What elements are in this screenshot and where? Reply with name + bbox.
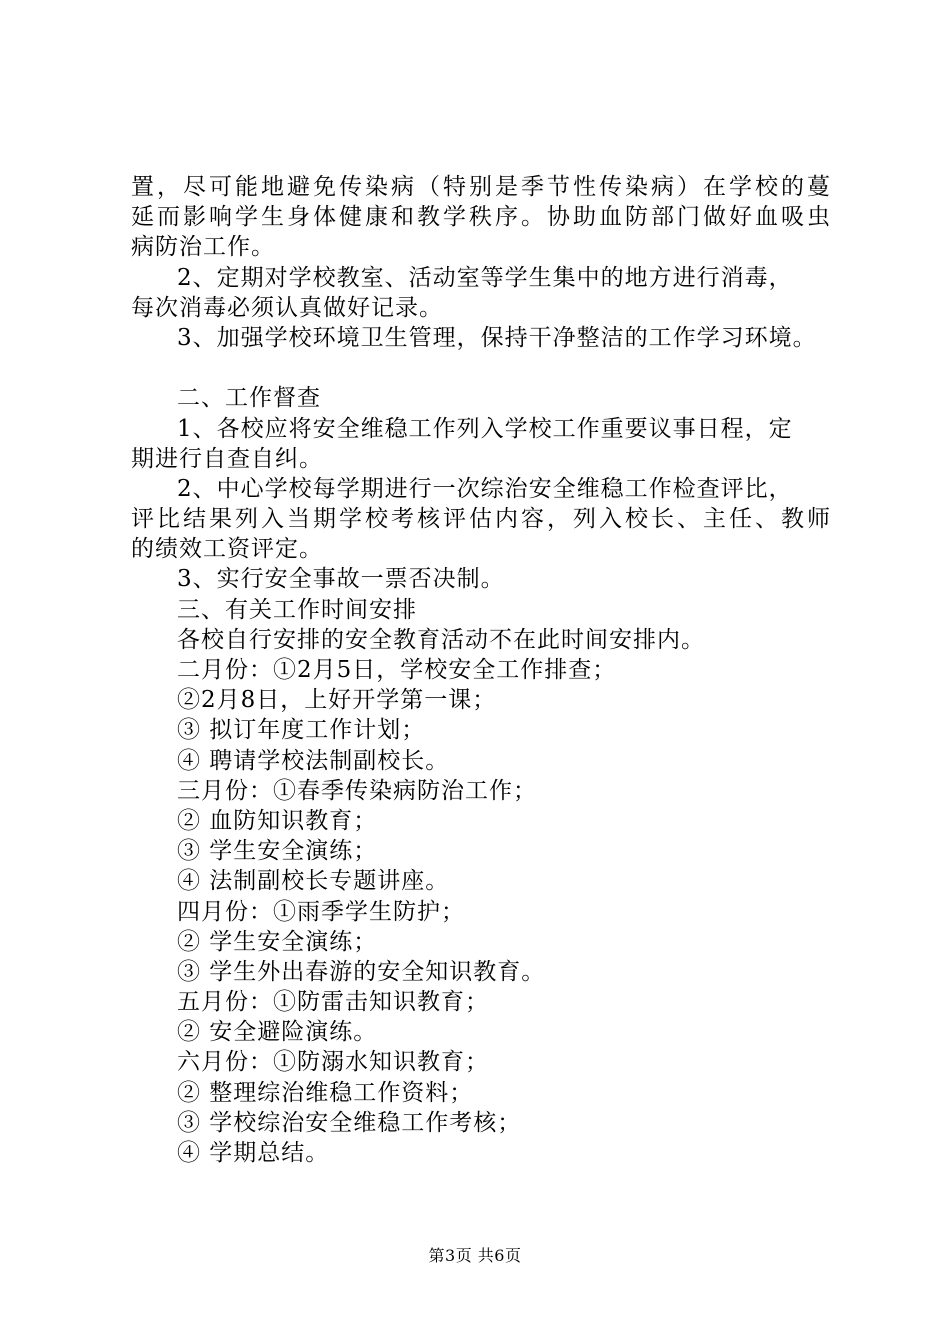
schedule-item: 三月份：①春季传染病防治工作； bbox=[177, 777, 537, 804]
paragraph-evaluation bbox=[131, 474, 831, 565]
section-heading-supervision bbox=[131, 383, 831, 413]
schedule-item: ③ 学生安全演练； bbox=[177, 838, 378, 865]
schedule-item: 二月份：①2月5日，学校安全工作排查； bbox=[177, 657, 617, 683]
schedule-item: ④ 聘请学校法制副校长。 bbox=[177, 747, 450, 774]
section-heading-schedule bbox=[131, 595, 831, 625]
paragraph-disinfection bbox=[131, 263, 831, 323]
text-line: 延 而 影 响 学 生 身 体 健 康 和 教 学 秩 序 。 协 助 血 防 部 门 做 好 血 吸 虫 bbox=[131, 204, 831, 231]
text-line: 各校自行安排的安全教育活动不在此时间安排内。 bbox=[177, 626, 705, 653]
schedule-item: ② 整理综治维稳工作资料； bbox=[177, 1079, 474, 1106]
section-heading: 二、工作督查 bbox=[177, 385, 321, 412]
text-line: 2、定期对学校教室、活动室等学生集中的地方进行消毒， bbox=[177, 264, 793, 291]
text-line: 病防治工作。 bbox=[131, 234, 275, 261]
paragraph-veto bbox=[131, 564, 831, 594]
schedule-item: ②2月8日，上好开学第一课； bbox=[177, 687, 497, 714]
text-line: 每次消毒必须认真做好记录。 bbox=[131, 294, 443, 321]
schedule-item: ② 安全避险演练。 bbox=[177, 1019, 378, 1046]
schedule-item: 六月份：①防溺水知识教育； bbox=[177, 1049, 489, 1076]
schedule-item: ② 学生安全演练； bbox=[177, 928, 378, 955]
page-footer: 第3页 共6页 bbox=[428, 1246, 522, 1265]
document-body bbox=[131, 172, 831, 1168]
text-line: 1、各校应将安全维稳工作列入学校工作重要议事日程，定 bbox=[177, 415, 793, 442]
schedule-item: ③ 拟订年度工作计划； bbox=[177, 717, 426, 744]
text-line: 的绩效工资评定。 bbox=[131, 536, 323, 563]
blank-line bbox=[131, 353, 831, 383]
schedule-item: ③ 学生外出春游的安全知识教育。 bbox=[177, 958, 546, 985]
text-line: 期进行自查自纠。 bbox=[131, 445, 323, 472]
schedule-item: ② 血防知识教育； bbox=[177, 807, 378, 834]
schedule-list bbox=[131, 655, 831, 1168]
text-line: 3、实行安全事故一票否决制。 bbox=[177, 566, 505, 593]
paragraph-environment bbox=[131, 323, 831, 353]
paragraph-schedule-note bbox=[131, 625, 831, 655]
schedule-item: ④ 法制副校长专题讲座。 bbox=[177, 868, 450, 895]
text-line: 置 ， 尽 可 能 地 避 免 传 染 病 （ 特 别 是 季 节 性 传 染 病 ） 在 学 校 的 蔓 bbox=[131, 174, 831, 200]
section-heading: 三、有关工作时间安排 bbox=[177, 596, 417, 623]
schedule-item: 四月份：①雨季学生防护； bbox=[177, 898, 465, 925]
schedule-item: ④ 学期总结。 bbox=[177, 1140, 330, 1166]
text-line: 评 比 结 果 列 入 当 期 学 校 考 核 评 估 内 容 ， 列 入 校 长 、 主 任 、 教 师 bbox=[131, 506, 831, 533]
text-line: 2、中心学校每学期进行一次综治安全维稳工作检查评比， bbox=[177, 475, 793, 502]
schedule-item: ③ 学校综治安全维稳工作考核； bbox=[177, 1109, 522, 1136]
paragraph-agenda bbox=[131, 414, 831, 474]
schedule-item: 五月份：①防雷击知识教育； bbox=[177, 989, 489, 1016]
text-line: 3、加强学校环境卫生管理，保持干净整洁的工作学习环境。 bbox=[177, 324, 817, 351]
paragraph-continuation bbox=[131, 172, 831, 263]
